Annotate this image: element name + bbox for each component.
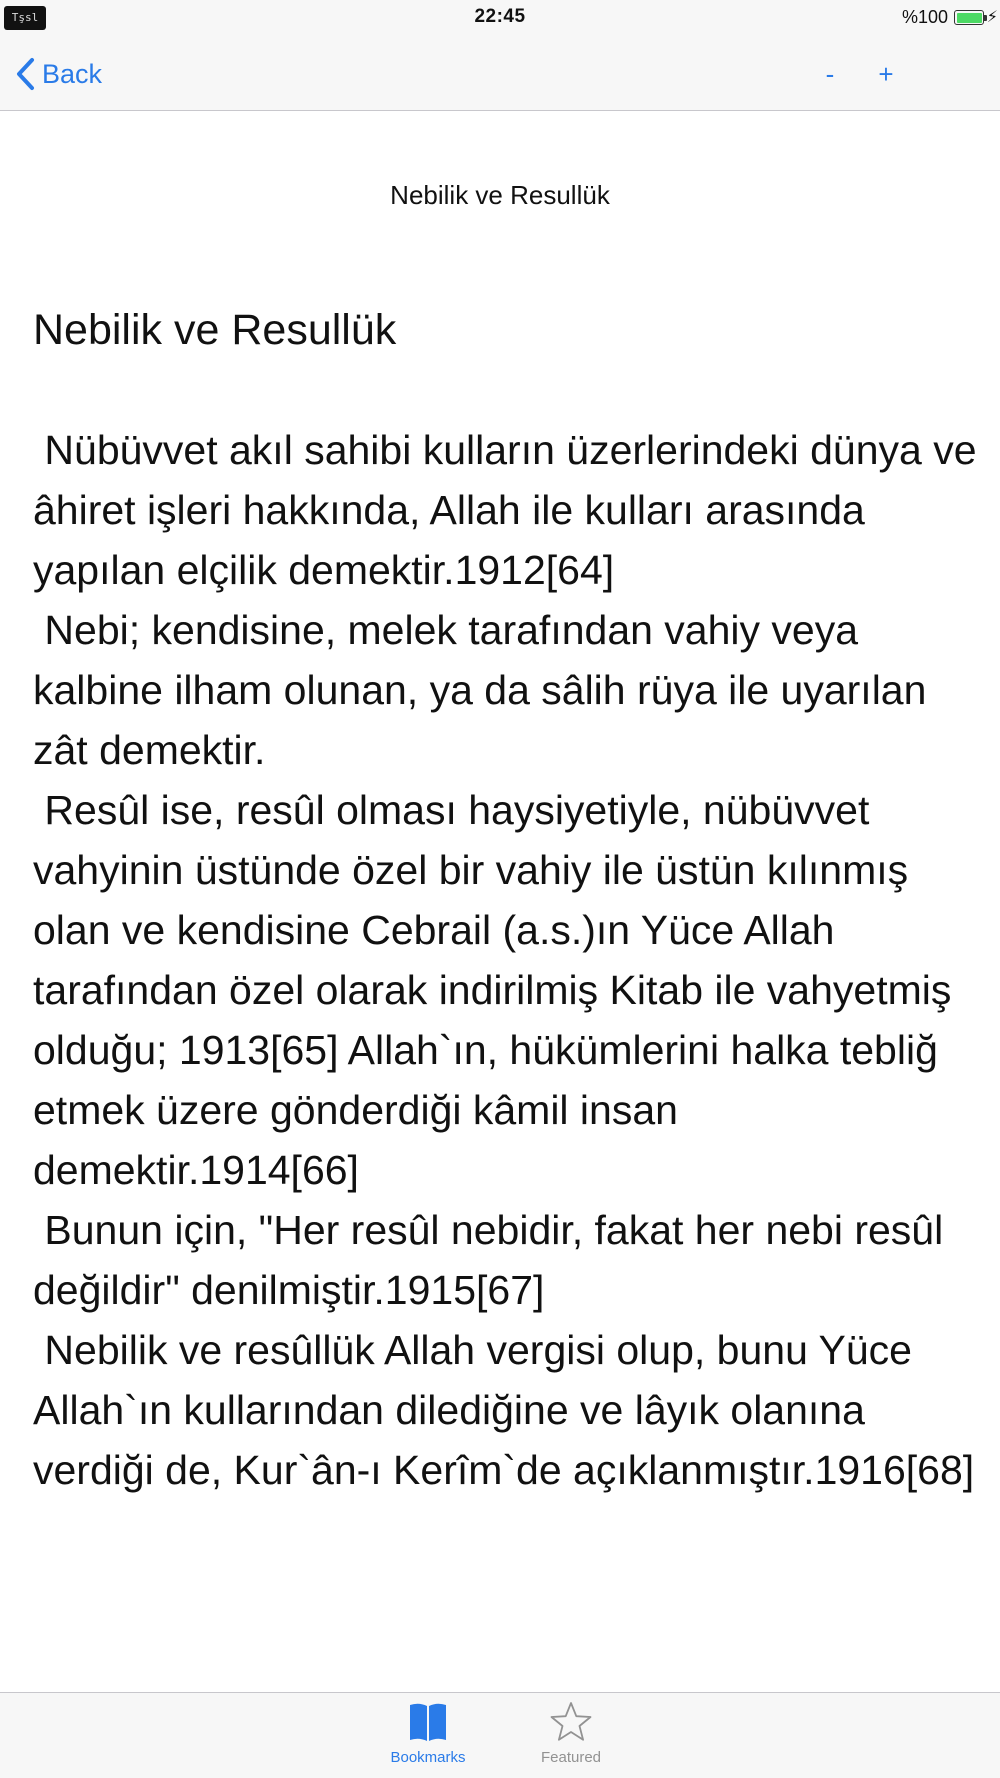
article-paragraph: Nübüvvet akıl sahibi kulların üzerlerindeki dünya ve âhiret işleri hakkında, Allah ile kulları arasında yapılan elçilik demektir.1912[64] bbox=[33, 427, 988, 593]
carrier-indicator: Tşsl bbox=[4, 6, 46, 30]
battery-percentage: %100 bbox=[901, 7, 948, 27]
battery-level-fill bbox=[957, 13, 982, 23]
increase-font-button[interactable]: + bbox=[878, 59, 894, 89]
tab-bookmarks-label: Bookmarks bbox=[390, 1749, 466, 1766]
page-title: Nebilik ve Resullük bbox=[390, 180, 610, 210]
star-icon bbox=[548, 1699, 594, 1745]
tab-bookmarks[interactable] bbox=[373, 1699, 483, 1766]
charging-bolt-icon: ⚡︎ bbox=[986, 9, 998, 26]
navigation-bar bbox=[0, 36, 1000, 111]
back-button-label: Back bbox=[42, 58, 103, 89]
book-icon bbox=[405, 1699, 451, 1745]
back-button[interactable] bbox=[14, 54, 102, 94]
battery-icon bbox=[954, 10, 984, 25]
status-time: 22:45 bbox=[474, 6, 526, 27]
article-paragraph: Nebilik ve resûllük Allah vergisi olup, bunu Yüce Allah`ın kullarından dilediğine ve lâyık olanına verdiği de, Kur`ân-ı Kerîm`de açıklanmıştır.1916[68] bbox=[33, 1327, 975, 1493]
tab-bar bbox=[0, 1692, 1000, 1778]
article-heading: Nebilik ve Resullük bbox=[33, 306, 397, 354]
article-paragraph: Resûl ise, resûl olması haysiyetiyle, nübüvvet vahyinin üstünde özel bir vahiy ile üstün kılınmış olan ve kendisine Cebrail (a.s.)ın Yüce Allah tarafından özel olarak indirilmiş Kitab ile vahyetmiş olduğu; 1913[65] Allah`ın, hükümlerini halka tebliğ etmek üzere gönderdiği kâmil insan demektir.1914[66] bbox=[33, 787, 963, 1193]
tab-featured[interactable] bbox=[516, 1699, 626, 1766]
article-paragraph: Nebi; kendisine, melek tarafından vahiy veya kalbine ilham olunan, ya da sâlih rüya ile uyarılan zât demektir. bbox=[33, 607, 938, 773]
article-paragraph: Bunun için, "Her resûl nebidir, fakat her nebi resûl değildir" denilmiştir.1915[67] bbox=[33, 1207, 955, 1313]
tab-featured-label: Featured bbox=[540, 1749, 602, 1766]
status-bar bbox=[0, 0, 1000, 36]
article-body bbox=[33, 300, 988, 1500]
chevron-left-icon bbox=[14, 57, 36, 91]
decrease-font-button[interactable]: - bbox=[825, 59, 835, 89]
